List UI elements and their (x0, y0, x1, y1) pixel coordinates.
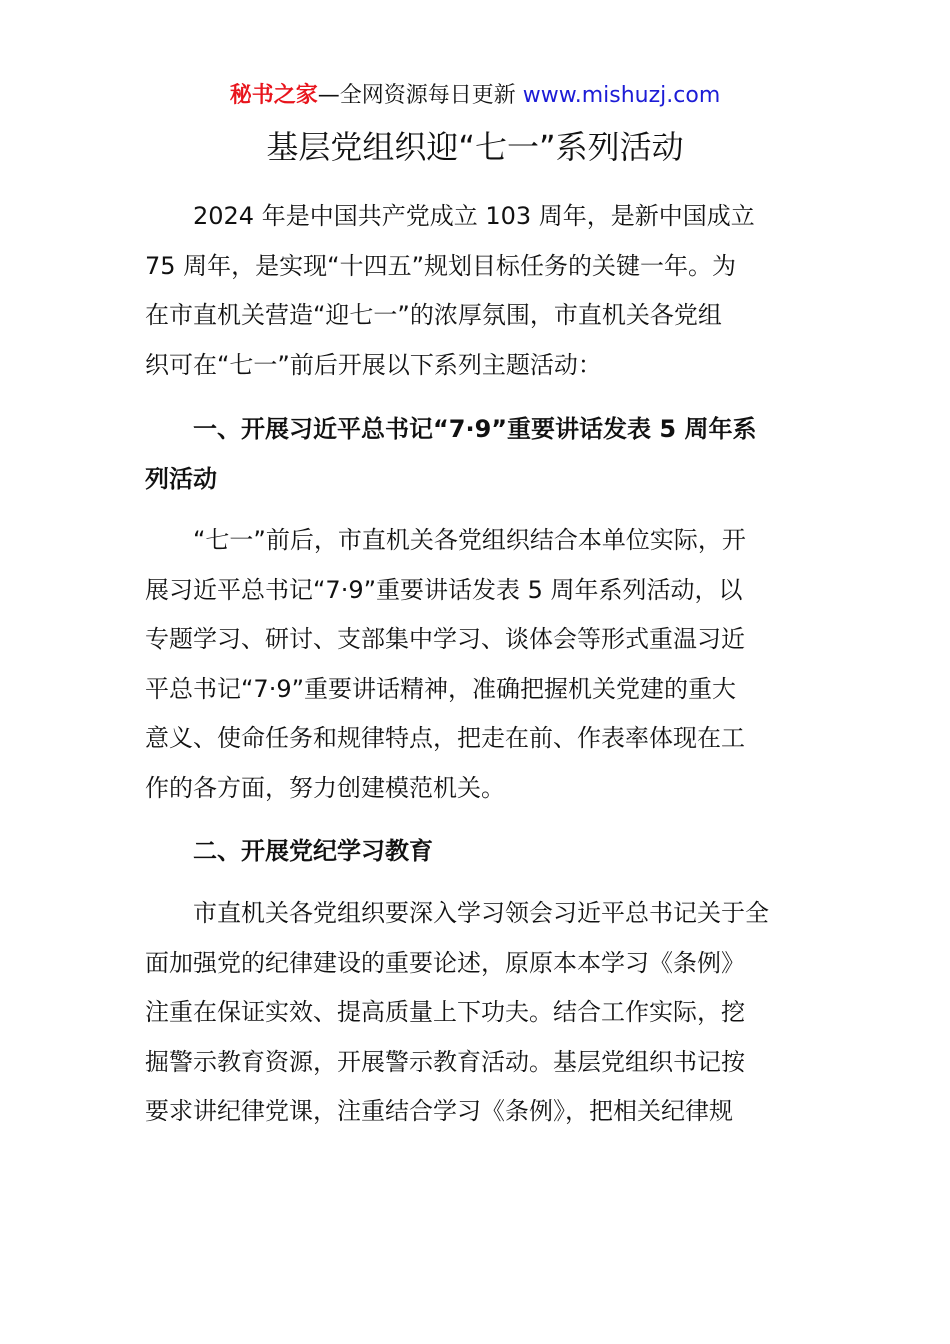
section-1-heading (145, 405, 807, 504)
site-banner (0, 80, 950, 112)
paragraph-line: 2024 年是中国共产党成立 103 周年，是新中国成立 (145, 202, 755, 230)
paragraph-line: 掘警示教育资源，开展警示教育活动。基层党组织书记按 (145, 1047, 745, 1076)
document-title: 基层党组织迎“七一”系列活动 (266, 128, 684, 166)
paragraph-line: 在市直机关营造“迎七一”的浓厚氛围，市直机关各党组 (145, 301, 722, 329)
paragraph-line: 专题学习、研讨、支部集中学习、谈体会等形式重温习近 (145, 625, 745, 653)
paragraph-line: 展习近平总书记“7·9”重要讲话发表 5 周年系列活动，以 (145, 575, 743, 604)
heading-line: 列活动 (145, 464, 217, 493)
paragraph-line: 织可在“七一”前后开展以下系列主题活动： (145, 350, 602, 379)
section-2-paragraph (145, 889, 807, 1137)
paragraph-line: 注重在保证实效、提高质量上下功夫。结合工作实际，挖 (145, 998, 745, 1026)
site-brand: 秘书之家 (229, 83, 318, 108)
heading-line: 二、开展党纪学习教育 (145, 837, 433, 865)
paragraph-line: 平总书记“7·9”重要讲话精神，准确把握机关党建的重大 (145, 674, 737, 703)
paragraph-line: 要求讲纪律党课，注重结合学习《条例》，把相关纪律规 (145, 1097, 733, 1125)
intro-paragraph (145, 192, 807, 390)
site-tagline: —全网资源每日更新 (317, 83, 523, 108)
paragraph-line: “七一”前后，市直机关各党组织结合本单位实际，开 (145, 526, 746, 554)
paragraph-line: 面加强党的纪律建设的重要论述，原原本本学习《条例》 (145, 948, 745, 977)
paragraph-line: 意义、使命任务和规律特点，把走在前、作表率体现在工 (145, 724, 745, 752)
section-2-heading (145, 827, 807, 877)
section-1-paragraph (145, 516, 807, 813)
paragraph-line: 75 周年，是实现“十四五”规划目标任务的关键一年。为 (145, 251, 737, 280)
site-url-link[interactable]: www.mishuzj.com (522, 83, 721, 108)
paragraph-line: 作的各方面，努力创建模范机关。 (145, 773, 505, 802)
heading-line: 一、开展习近平总书记“7·9”重要讲话发表 5 周年系 (145, 415, 757, 443)
paragraph-line: 市直机关各党组织要深入学习领会习近平总书记关于全 (145, 899, 769, 927)
